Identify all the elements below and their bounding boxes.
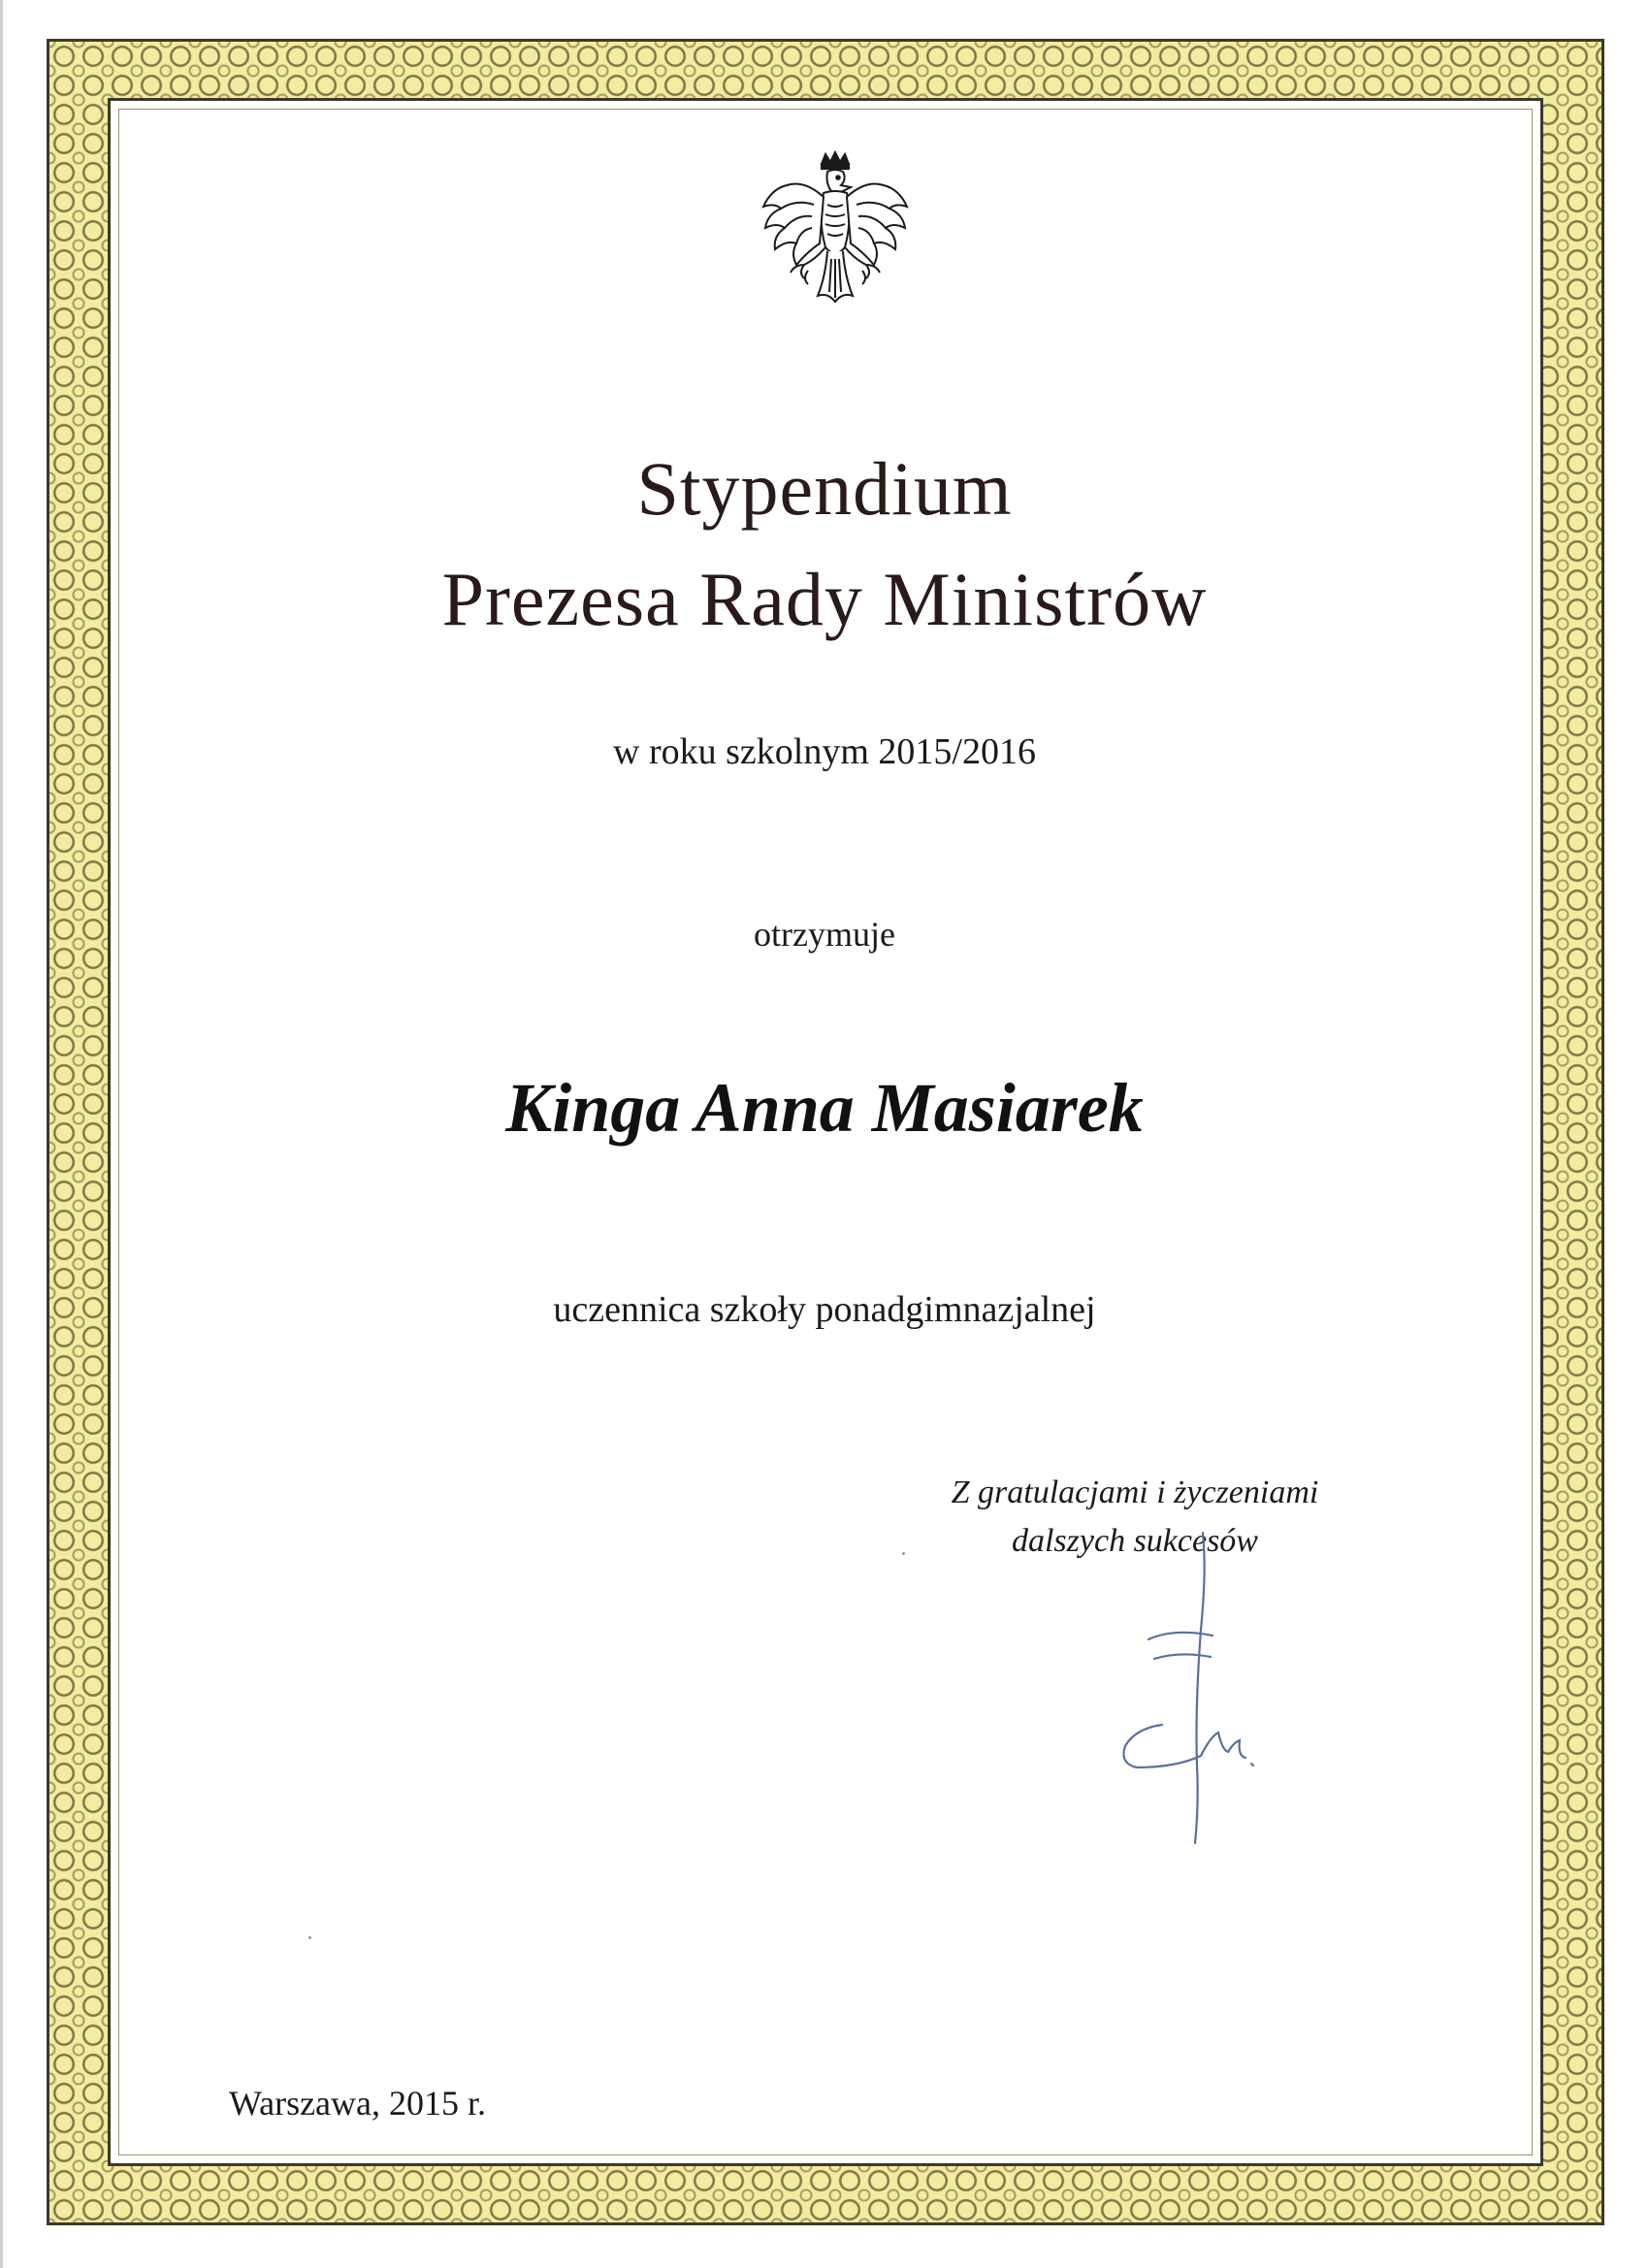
scan-speck: [902, 1552, 905, 1555]
congratulations-line-1: Z gratulacjami i życzeniami: [951, 1474, 1319, 1510]
polish-eagle-emblem-icon: [758, 150, 913, 325]
place-and-date: Warszawa, 2015 r.: [229, 2084, 487, 2122]
certificate-title-line-2: Prezesa Rady Ministrów: [441, 557, 1208, 641]
school-year: w roku szkolnym 2015/2016: [613, 731, 1036, 772]
scan-speck: [308, 1936, 311, 1939]
congratulations-line-2: dalszych sukcesów: [1011, 1523, 1258, 1559]
receives-label: otrzymuje: [754, 915, 895, 954]
handwritten-signature-icon: [1086, 1513, 1300, 1882]
certificate-title-line-1: Stypendium: [636, 446, 1013, 531]
recipient-name: Kinga Anna Masiarek: [505, 1069, 1144, 1147]
recipient-role: uczennica szkoły ponadgimnazjalnej: [553, 1289, 1096, 1330]
